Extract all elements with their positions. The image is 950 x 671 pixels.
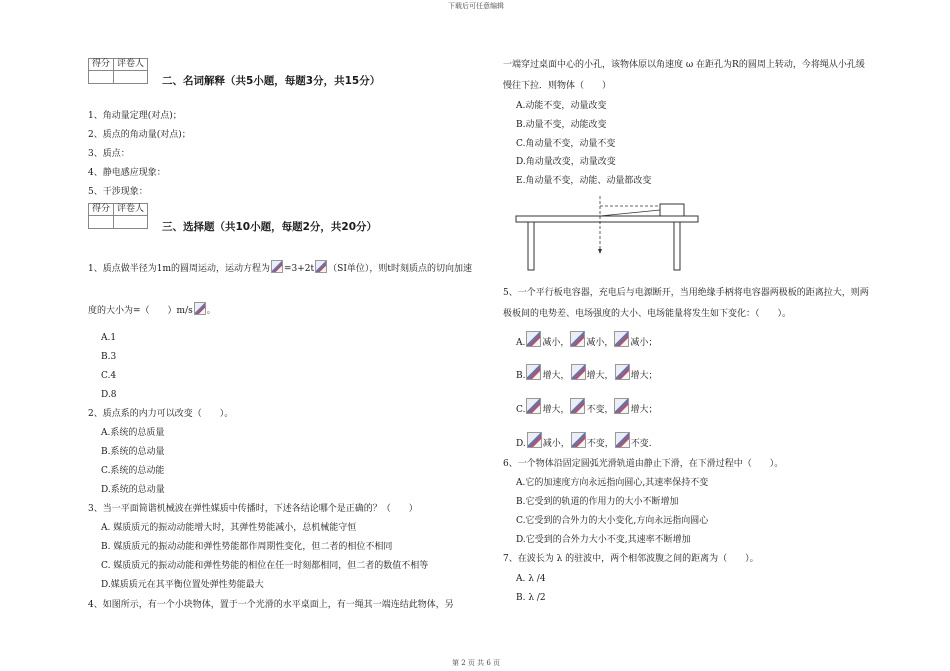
score-box: [88, 58, 148, 84]
option-letter: C.: [516, 405, 526, 415]
option-text: 不变.: [630, 439, 652, 449]
option-text: 增大，: [542, 405, 570, 415]
option-text: 不变，: [586, 405, 614, 415]
formula-image-icon: [571, 364, 586, 380]
score-label: 得分: [89, 204, 114, 216]
option: B.3: [101, 352, 117, 362]
option: B. 媒质质元的振动动能和弹性势能都作周期性变化，但二者的相位不相同: [101, 542, 393, 552]
option-letter: B.: [516, 371, 526, 381]
option: D.8: [101, 390, 117, 400]
option: B.动量不变，动能改变: [516, 120, 607, 130]
rope: [600, 210, 660, 216]
table-top: [516, 216, 698, 222]
term-item: 1、角动量定理(对点)；: [88, 111, 182, 121]
formula-image-icon: [526, 398, 541, 414]
question-stem: 4、如图所示，有一个小块物体，置于一个光滑的水平桌面上，有一绳其一端连结此物体，另: [88, 600, 454, 610]
arrow: [598, 249, 602, 254]
option: D.它受到的合外力大小不变,其速率不断增加: [516, 535, 691, 545]
score-label: 得分: [89, 59, 114, 71]
block: [660, 204, 684, 216]
grader-cell: [114, 216, 148, 229]
option-text: 增大；: [630, 371, 658, 381]
formula-image-icon: [527, 432, 542, 448]
grader-label: 评卷人: [114, 204, 148, 216]
formula-image-icon: [614, 398, 629, 414]
question-stem: 慢往下拉．则物体（ ）: [503, 81, 612, 91]
option-text: 减小，: [586, 338, 614, 348]
option: A.1: [101, 333, 117, 343]
option: C.系统的总动能: [101, 466, 165, 476]
formula-image-icon: [614, 331, 629, 347]
page-footer: 第 2 页 共 6 页: [452, 659, 501, 667]
term-item: 5、干涉现象：: [88, 187, 148, 197]
option-text: 不变，: [586, 439, 614, 449]
option: C.它受到的合外力的大小变化,方向永远指向圆心: [516, 516, 709, 526]
option: [516, 331, 657, 349]
term-item: 4、静电感应现象：: [88, 168, 166, 178]
formula-image-icon: [271, 260, 283, 273]
formula-image-icon: [571, 432, 586, 448]
option-letter: D.: [516, 439, 526, 449]
formula-image-icon: [526, 331, 541, 347]
formula-image-icon: [615, 364, 630, 380]
q1-text: 。: [206, 306, 216, 316]
table-leg: [528, 222, 534, 270]
option: B. λ /2: [516, 593, 546, 603]
option-text: 增大，: [586, 371, 614, 381]
page-header: 下载后可任意编辑: [448, 2, 504, 10]
q1-text: 度的大小为=（ ）m/s: [88, 306, 193, 316]
q1-text: 1、质点做半径为1m的圆周运动，运动方程为: [88, 264, 270, 274]
option: [516, 398, 657, 416]
q1-text: =3+2t: [284, 264, 315, 274]
option: C.4: [101, 371, 117, 381]
option: C.角动量不变，动量不变: [516, 139, 616, 149]
section-title: 二、名词解释（共5小题，每题3分，共15分）: [162, 75, 381, 87]
formula-image-icon: [315, 260, 327, 273]
option: B.它受到的轨道的作用力的大小不断增加: [516, 497, 679, 507]
option: D.角动量改变，动量改变: [516, 157, 616, 167]
formula-image-icon: [526, 364, 541, 380]
formula-image-icon: [615, 432, 630, 448]
option: A. 媒质质元的振动动能增大时，其弹性势能减小，总机械能守恒: [101, 523, 357, 533]
grader-label: 评卷人: [114, 59, 148, 71]
term-item: 3、质点：: [88, 149, 130, 159]
option-text: 减小，: [542, 439, 570, 449]
question-stem: [88, 260, 472, 275]
option: A.系统的总质量: [101, 428, 165, 438]
score-cell: [89, 216, 114, 229]
question-stem: 5、一个平行板电容器，充电后与电源断开，当用绝缘手柄将电容器两极板的距离拉大，则两: [503, 288, 869, 298]
option-text: 增大，: [542, 371, 570, 381]
option: A.它的加速度方向永远指向圆心,其速率保持不变: [516, 478, 709, 488]
question-stem: 极板间的电势差、电场强度的大小、电场能量将发生如下变化：（ ）。: [503, 309, 792, 319]
question-stem: [88, 302, 216, 317]
question-stem: 6、一个物体沿固定圆弧光滑轨道由静止下滑，在下滑过程中（ ）。: [503, 459, 784, 469]
grader-cell: [114, 71, 148, 84]
option-text: 增大；: [630, 405, 658, 415]
section-title: 三、选择题（共10小题，每题2分，共20分）: [162, 221, 378, 233]
term-item: 2、质点的角动量(对点)；: [88, 130, 191, 140]
table-figure: [512, 196, 702, 272]
option-text: 减小；: [630, 338, 658, 348]
q1-text: （SI单位），则t时刻质点的切向加速: [328, 264, 472, 274]
question-stem: 一端穿过桌面中心的小孔，该物体原以角速度 ω 在距孔为R的圆周上转动，今将绳从小孔缓: [503, 60, 865, 70]
question-stem: 2、质点系的内力可以改变（ ）。: [88, 409, 234, 419]
option: E.角动量不变，动能、动量都改变: [516, 176, 652, 186]
score-box: [88, 203, 148, 229]
option: [516, 432, 652, 450]
option: D.媒质质元在其平衡位置处弹性势能最大: [101, 580, 264, 590]
question-stem: 3、当一平面简谐机械波在弹性媒质中传播时，下述各结论哪个是正确的？（ ）: [88, 504, 418, 514]
formula-image-icon: [570, 398, 585, 414]
option: A. λ /4: [516, 574, 546, 584]
formula-image-icon: [570, 331, 585, 347]
option-text: 减小，: [542, 338, 570, 348]
option-letter: A.: [516, 338, 526, 348]
option: A.动能不变，动量改变: [516, 101, 607, 111]
formula-image-icon: [194, 302, 206, 315]
option: D.系统的总动量: [101, 485, 165, 495]
option: B.系统的总动量: [101, 447, 165, 457]
score-cell: [89, 71, 114, 84]
table-leg: [674, 222, 680, 270]
option: [516, 364, 658, 382]
option: C. 媒质质元的振动动能和弹性势能的相位在任一时刻都相同，但二者的数值不相等: [101, 561, 429, 571]
question-stem: 7、在波长为 λ 的驻波中，两个相邻波腹之间的距离为（ ）。: [503, 554, 759, 564]
